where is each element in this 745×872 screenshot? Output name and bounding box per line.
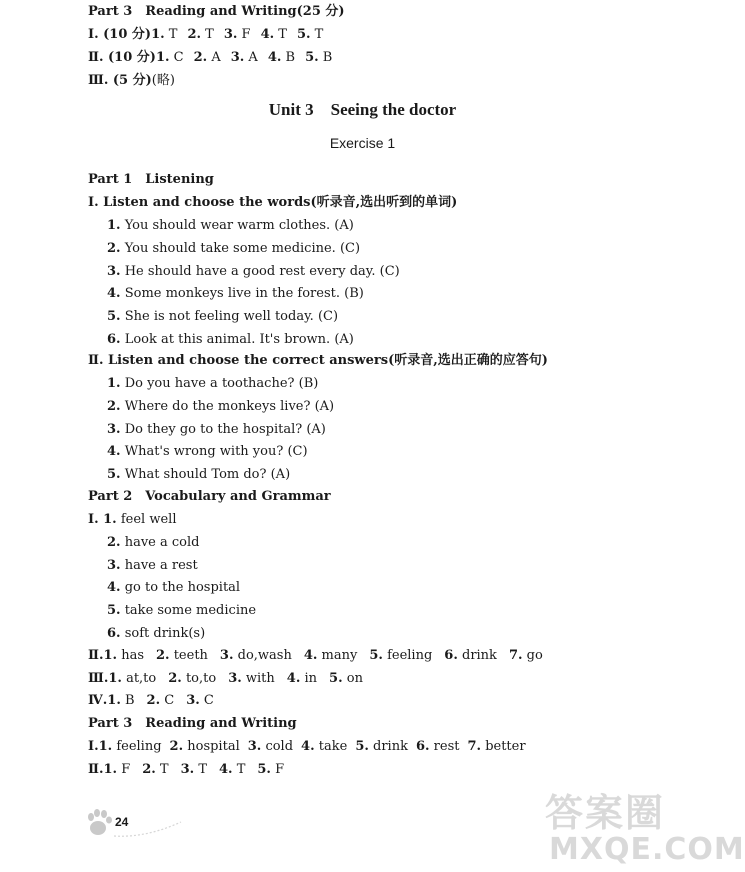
- item-text: What's wrong with you? (C): [120, 444, 308, 460]
- answer-text: feeling: [112, 739, 162, 754]
- part3-sec1-roman: Ⅰ.: [88, 739, 99, 754]
- answer-number: 3.: [223, 27, 238, 42]
- item-number: 2.: [107, 534, 121, 550]
- answer-number: 5.: [369, 648, 383, 663]
- answer-text: F: [237, 27, 251, 42]
- answer-number: 1.: [107, 693, 121, 708]
- list-item: [107, 535, 199, 551]
- item-text: She is not feeling well today. (C): [120, 309, 339, 325]
- answer-number: 5.: [329, 671, 343, 686]
- answer-text: B: [281, 50, 296, 65]
- part1-heading: Part 1 Listening: [88, 172, 214, 187]
- item-number: 5.: [107, 603, 121, 619]
- watermark-line2: MXQE.COM: [549, 832, 745, 867]
- item-text: have a rest: [120, 557, 198, 573]
- answer-text: better: [481, 739, 526, 754]
- answer-text: in: [300, 671, 318, 686]
- answer-item: [329, 671, 363, 686]
- answer-number: 2.: [156, 648, 170, 663]
- part3-sec1-items: [99, 739, 534, 754]
- answer-item: [301, 739, 347, 754]
- answer-number: 1.: [155, 50, 170, 65]
- answer-text: rest: [429, 739, 460, 754]
- list-item: [88, 512, 176, 528]
- section-roman: Ⅰ.: [88, 512, 104, 527]
- part2-sec2-roman: Ⅱ.: [88, 648, 104, 663]
- item-text: Do they go to the hospital? (A): [120, 421, 326, 437]
- part2-sec4-items: [107, 693, 226, 708]
- answer-number: 3.: [186, 693, 200, 708]
- part2-sec2-items: [103, 648, 554, 663]
- answer-item: [103, 648, 144, 663]
- answer-text: T: [164, 27, 178, 42]
- answer-number: 1.: [103, 648, 118, 663]
- answer-text: T: [274, 27, 287, 42]
- page-number: 24: [115, 815, 129, 829]
- answer-number: 7.: [508, 648, 523, 663]
- answer-number: 2.: [169, 739, 184, 754]
- answer-text: C: [160, 693, 175, 708]
- paw-print-icon: [86, 808, 196, 838]
- answer-text: drink: [457, 648, 497, 663]
- list-item: [107, 309, 338, 325]
- answer-number: 7.: [467, 739, 482, 754]
- answer-number: 4.: [267, 50, 282, 65]
- answer-item: [228, 671, 275, 686]
- list-item: [107, 332, 354, 348]
- part1-sec2-label: Ⅱ. Listen and choose the correct answers: [88, 353, 389, 368]
- item-text: He should have a good rest every day. (C): [120, 263, 400, 279]
- answer-item: [147, 693, 175, 708]
- top-r3-note: (略): [151, 73, 175, 88]
- item-text: Where do the monkeys live? (A): [120, 398, 335, 414]
- top-r1-items: [151, 27, 333, 42]
- part3-sec2-items: [103, 762, 296, 777]
- answer-text: many: [317, 648, 358, 663]
- list-item: [107, 241, 360, 257]
- watermark: [545, 782, 745, 872]
- list-item: [107, 444, 308, 460]
- list-item: [107, 558, 198, 574]
- item-number: 6.: [107, 626, 121, 641]
- list-item: [107, 580, 240, 596]
- item-number: 3.: [107, 421, 121, 437]
- unit-title: Unit 3 Seeing the doctor: [268, 100, 457, 119]
- answer-text: F: [117, 762, 131, 777]
- answer-number: 1.: [151, 27, 165, 42]
- answer-text: T: [232, 762, 246, 777]
- item-text: Look at this animal. It's brown. (A): [120, 332, 354, 347]
- item-text: feel well: [116, 512, 177, 527]
- answer-item: [181, 762, 207, 777]
- answer-item: [168, 671, 216, 686]
- answer-text: hospital: [183, 739, 240, 754]
- part3-sec2-row: [88, 762, 296, 778]
- answer-text: A: [207, 50, 221, 65]
- answer-item: [416, 739, 460, 754]
- answer-number: 2.: [146, 693, 161, 708]
- answer-item: [194, 50, 221, 65]
- top-r1-label: Ⅰ. (10 分): [88, 27, 152, 42]
- part2-sec3-row: [88, 671, 375, 687]
- answer-item: [107, 693, 134, 708]
- answer-item: [305, 50, 332, 65]
- answer-text: B: [120, 693, 135, 708]
- item-number: 3.: [107, 557, 121, 573]
- answer-number: 1.: [108, 671, 122, 686]
- part2-sec3-items: [108, 671, 375, 686]
- answer-text: T: [155, 762, 169, 777]
- list-item: [107, 603, 256, 619]
- part3-sec2-roman: Ⅱ.: [88, 762, 104, 777]
- item-number: 5.: [107, 309, 121, 325]
- answer-number: 6.: [415, 739, 430, 754]
- item-number: 2.: [107, 240, 121, 256]
- part2-sec4-row: [88, 693, 226, 709]
- answer-number: 3.: [228, 671, 242, 686]
- answer-item: [257, 762, 284, 777]
- part2-sec2-row: [88, 648, 555, 664]
- item-number: 4.: [107, 580, 121, 596]
- part3-sec1-row: [88, 739, 534, 755]
- list-item: [107, 467, 290, 483]
- answer-text: C: [199, 693, 214, 708]
- answer-number: 4.: [286, 671, 301, 686]
- top-r2-items: [156, 50, 342, 65]
- answer-item: [261, 27, 287, 42]
- watermark-line1: 答案圈: [545, 791, 666, 835]
- item-text: You should wear warm clothes. (A): [120, 218, 354, 233]
- item-number: 3.: [107, 263, 121, 279]
- item-number: 1.: [103, 512, 117, 527]
- top-r2-row: [88, 50, 342, 66]
- answer-item: [220, 648, 292, 663]
- top-r3-row: [88, 73, 175, 89]
- answer-number: 3.: [247, 739, 262, 754]
- answer-text: at,to: [121, 671, 157, 686]
- answer-item: [297, 27, 323, 42]
- answer-text: go: [522, 648, 543, 663]
- answer-text: cold: [261, 739, 294, 754]
- answer-item: [248, 739, 293, 754]
- item-number: 5.: [107, 467, 121, 483]
- answer-text: drink: [368, 739, 408, 754]
- answer-item: [108, 671, 156, 686]
- item-number: 1.: [107, 218, 121, 233]
- answer-text: B: [318, 50, 333, 65]
- part2-sec4-roman: Ⅳ.: [88, 693, 108, 708]
- item-text: You should take some medicine. (C): [120, 240, 361, 256]
- answer-text: with: [241, 671, 275, 686]
- answer-item: [151, 27, 177, 42]
- answer-text: T: [194, 762, 207, 777]
- answer-item: [142, 762, 168, 777]
- answer-text: has: [117, 648, 144, 663]
- answer-number: 5.: [296, 27, 311, 42]
- item-text: What should Tom do? (A): [120, 467, 291, 483]
- part2-sec3-roman: Ⅲ.: [88, 671, 109, 686]
- answer-text: feeling: [382, 648, 433, 663]
- answer-number: 4.: [303, 648, 318, 663]
- item-text: have a cold: [120, 534, 200, 550]
- answer-text: teeth: [169, 648, 208, 663]
- list-item: [107, 422, 326, 438]
- item-number: 1.: [107, 376, 121, 391]
- item-number: 2.: [107, 398, 121, 414]
- answer-item: [268, 50, 295, 65]
- answer-number: 6.: [444, 648, 458, 663]
- answer-text: A: [244, 50, 258, 65]
- answer-item: [509, 648, 543, 663]
- answer-item: [186, 693, 214, 708]
- item-text: Some monkeys live in the forest. (B): [120, 286, 364, 302]
- answer-text: T: [201, 27, 214, 42]
- top-r3-label: Ⅲ. (5 分): [88, 73, 152, 88]
- answer-number: 5.: [257, 762, 271, 777]
- item-number: 6.: [107, 332, 121, 347]
- exercise-title: Exercise 1: [329, 135, 396, 151]
- answer-text: take: [314, 739, 348, 754]
- answer-text: on: [342, 671, 363, 686]
- part1-sec2-note: (听录音,选出正确的应答句): [388, 353, 548, 368]
- answer-text: C: [169, 50, 184, 65]
- answer-text: to,to: [181, 671, 217, 686]
- list-item: [107, 218, 354, 234]
- answer-number: 4.: [219, 762, 233, 777]
- answer-item: [231, 50, 258, 65]
- part3-heading: Part 3 Reading and Writing: [88, 716, 297, 731]
- answer-number: 2.: [193, 50, 208, 65]
- part2-heading: Part 2 Vocabulary and Grammar: [88, 489, 331, 504]
- answer-item: [187, 27, 213, 42]
- answer-number: 5.: [355, 739, 369, 754]
- answer-item: [355, 739, 408, 754]
- answer-number: 4.: [260, 27, 275, 42]
- answer-item: [467, 739, 525, 754]
- list-item: [107, 376, 318, 392]
- answer-text: F: [270, 762, 285, 777]
- part1-sec1-note: (听录音,选出听到的单词): [310, 195, 458, 210]
- answer-item: [156, 50, 184, 65]
- answer-item: [304, 648, 358, 663]
- top-r2-label: Ⅱ. (10 分): [88, 50, 156, 65]
- answer-number: 3.: [219, 648, 234, 663]
- answer-item: [369, 648, 432, 663]
- answer-number: 2.: [168, 671, 182, 686]
- part3-top-heading: Part 3 Reading and Writing(25 分): [88, 4, 345, 19]
- answer-number: 3.: [230, 50, 245, 65]
- answer-item: [99, 739, 162, 754]
- list-item: [107, 286, 364, 302]
- answer-item: [103, 762, 130, 777]
- part1-sec1-label: Ⅰ. Listen and choose the words: [88, 195, 311, 210]
- answer-item: [287, 671, 317, 686]
- answer-number: 2.: [142, 762, 156, 777]
- answer-number: 2.: [187, 27, 202, 42]
- answer-item: [156, 648, 208, 663]
- item-text: soft drink(s): [120, 626, 206, 641]
- answer-item: [444, 648, 497, 663]
- answer-number: 4.: [301, 739, 315, 754]
- answer-item: [224, 27, 251, 42]
- item-number: 4.: [107, 286, 121, 302]
- list-item: [107, 399, 334, 415]
- top-r1-row: [88, 27, 333, 43]
- list-item: [107, 626, 205, 642]
- answer-number: 1.: [103, 762, 118, 777]
- item-text: go to the hospital: [120, 580, 241, 596]
- answer-number: 5.: [305, 50, 319, 65]
- item-number: 4.: [107, 444, 121, 460]
- answer-number: 1.: [98, 739, 113, 754]
- answer-number: 3.: [180, 762, 195, 777]
- item-text: take some medicine: [120, 603, 257, 619]
- answer-item: [219, 762, 245, 777]
- part1-sec1-heading: [88, 195, 457, 211]
- item-text: Do you have a toothache? (B): [120, 376, 319, 391]
- answer-text: do,wash: [233, 648, 292, 663]
- answer-text: T: [310, 27, 324, 42]
- answer-item: [170, 739, 240, 754]
- list-item: [107, 264, 400, 280]
- part1-sec2-heading: [88, 353, 548, 369]
